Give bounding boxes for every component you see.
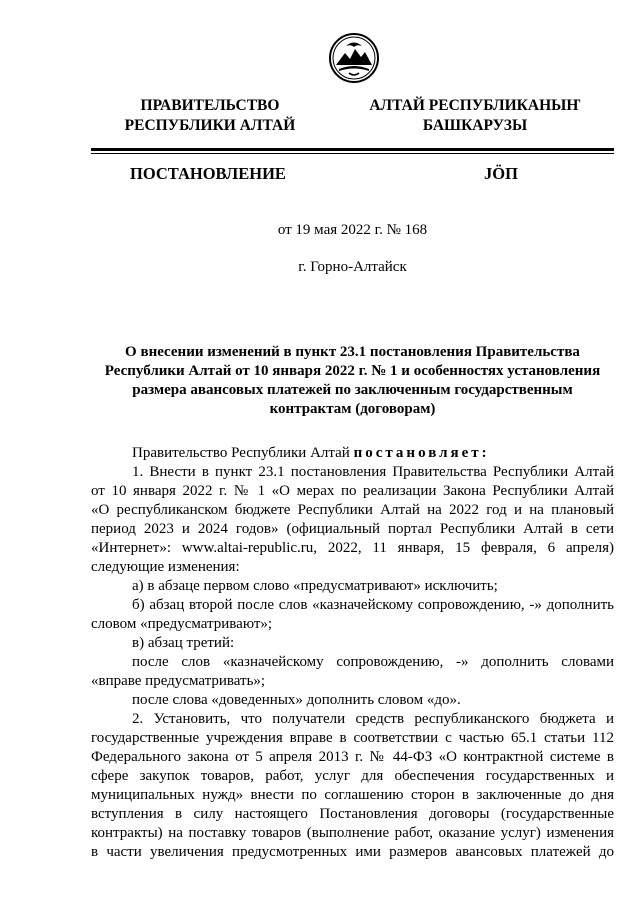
paragraph-1b — [91, 596, 614, 634]
preamble — [91, 444, 614, 463]
paragraph-line: словом «предусматривают»; — [91, 616, 273, 632]
paragraph-line: б) абзац второй после слов «казначейскому сопровождению, -» дополнить — [132, 597, 614, 613]
paragraph-line: контракты) на поставку товаров (выполнение работ, оказание услуг) изменения — [91, 825, 614, 841]
preamble-text: Правительство Республики Алтай — [132, 445, 354, 461]
header-left-line: РЕСПУБЛИКИ АЛТАЙ — [124, 117, 296, 134]
title-line: размера авансовых платежей по заключенным государственным — [132, 382, 573, 398]
paragraph-1c-2: после слова «доведенных» дополнить словом «до». — [132, 692, 461, 708]
paragraph-line: 1. Внести в пункт 23.1 постановления Правительства Республики Алтай — [132, 464, 614, 480]
paragraph-line: после слов «казначейскому сопровождению, -» дополнить словами — [132, 654, 614, 670]
header-divider-thick — [91, 148, 614, 151]
doc-type-right: JӦП — [484, 164, 518, 183]
paragraph-line: вступления в силу настоящего Постановления договоры (государственные — [91, 806, 614, 822]
date-number-line: от 19 мая 2022 г. № 168 — [277, 222, 428, 238]
paragraph-line: «Интернет»: www.altai-republic.ru, 2022, 11 января, 15 февраля, 6 апреля) — [91, 540, 614, 556]
paragraph-line: 2. Установить, что получатели средств республиканского бюджета и — [132, 711, 614, 727]
paragraph-line: «вправе предусматривать»; — [91, 673, 266, 689]
header-left-org — [95, 96, 325, 136]
header-right-org — [360, 96, 590, 136]
preamble-emphasis: постановляет: — [353, 445, 490, 461]
document-title — [91, 343, 614, 419]
paragraph-line: период 2023 и 2024 годов» (официальный портал Республики Алтай в сети — [91, 521, 614, 537]
header-right-line: АЛТАЙ РЕСПУБЛИКАНЫҤ — [369, 97, 581, 114]
paragraph-2 — [91, 710, 614, 862]
title-line: контрактам (договорам) — [269, 401, 436, 417]
header-left-line: ПРАВИТЕЛЬСТВО — [140, 97, 280, 114]
paragraph-line: «О республиканском бюджете Республики Алтай на 2022 год и на плановый — [91, 502, 614, 518]
header-divider-thin — [91, 153, 614, 154]
paragraph-line: от 10 января 2022 г. № 1 «О мерах по реализации Закона Республики Алтай — [91, 483, 614, 499]
paragraph-1c: в) абзац третий: — [132, 635, 235, 651]
title-line: О внесении изменений в пункт 23.1 постановления Правительства — [125, 344, 580, 360]
paragraph-1a: а) в абзаце первом слово «предусматривают» исключить; — [132, 578, 498, 594]
paragraph-line: муниципальных нужд» внести по соглашению сторон в заключенные до дня — [91, 787, 614, 803]
coat-of-arms-icon — [329, 33, 379, 83]
paragraph-line: государственные учреждения вправе в соответствии с частью 65.1 статьи 112 — [91, 730, 614, 746]
header-right-line: БАШКАРУЗЫ — [422, 117, 528, 134]
paragraph-1c-1 — [91, 653, 614, 691]
paragraph-line: в части увеличения предусмотренных ими размеров авансовых платежей до — [91, 844, 614, 860]
paragraph-line: следующие изменения: — [91, 559, 240, 575]
paragraph-1 — [91, 463, 614, 577]
paragraph-line: сфере закупок товаров, работ, услуг для обеспечения государственных и — [91, 768, 614, 784]
doc-type-left: ПОСТАНОВЛЕНИЕ — [130, 164, 286, 183]
title-line: Республики Алтай от 10 января 2022 г. № 1 и особенностях установления — [104, 363, 601, 379]
document-body — [91, 444, 614, 862]
city-line: г. Горно-Алтайск — [298, 259, 407, 275]
paragraph-line: Федерального закона от 5 апреля 2013 г. № 44-ФЗ «О контрактной системе в — [91, 749, 614, 765]
